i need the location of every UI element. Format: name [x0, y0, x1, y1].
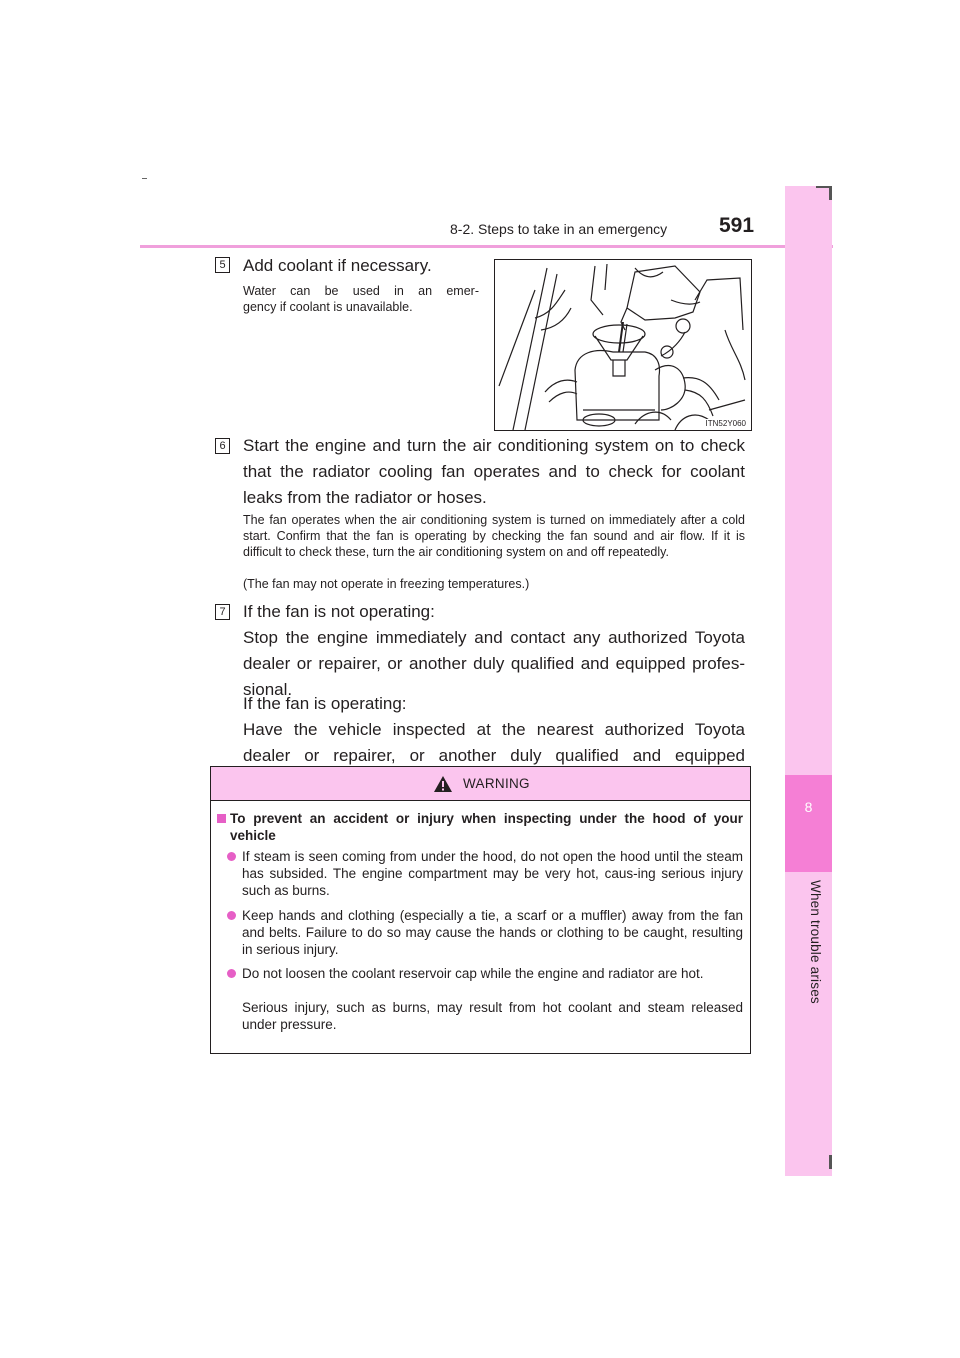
chapter-title: When trouble arises — [808, 880, 823, 1004]
bullet-dot-icon — [227, 911, 236, 920]
heading-square-icon — [217, 814, 226, 823]
bullet-dot-icon — [227, 852, 236, 861]
side-tab-band — [785, 186, 832, 1176]
warning-box — [210, 766, 751, 1054]
warning-header — [211, 767, 750, 801]
step-number: 7 — [215, 604, 230, 620]
step-7-action-2: Have the vehicle inspected at the nearest authorized Toyota dealer or repairer, or another duly qualified and equipped — [243, 720, 745, 765]
illustration-code: ITN52Y060 — [705, 419, 746, 428]
crop-mark — [816, 186, 832, 188]
step-number: 6 — [215, 438, 230, 454]
warning-bullet: Keep hands and clothing (especially a tie, a scarf or a muffler) away from the fan and belts. Failure to do so may cause the hands or clothing to be caught, resulting in serious injury. — [242, 908, 743, 957]
page-number: 591 — [719, 214, 755, 237]
crop-mark — [142, 178, 147, 179]
engine-bay-drawing — [495, 260, 751, 430]
header-rule — [140, 245, 833, 248]
step-5-note-line: gency if coolant is unavailable. — [243, 300, 413, 314]
warning-title: WARNING — [463, 776, 530, 791]
warning-heading: To prevent an accident or injury when inspecting under the hood of your vehicle — [230, 811, 743, 843]
crop-mark — [829, 186, 832, 200]
warning-bullet: If steam is seen coming from under the hood, do not open the hood until the steam has subsided. The engine compartment may be very hot, caus-ing serious injury such as burns. — [242, 849, 743, 898]
section-title: 8-2. Steps to take in an emergency — [450, 221, 668, 237]
chapter-number: 8 — [804, 799, 813, 815]
warning-triangle-icon — [433, 775, 453, 793]
chapter-tab — [785, 775, 832, 872]
step-7-action-1: Stop the engine immediately and contact any authorized Toyota dealer or repairer, or another duly qualified and equipped profes-sional. — [243, 628, 745, 699]
crop-mark — [829, 1155, 832, 1169]
step-6-note: The fan operates when the air conditioning system is turned on immediately after a cold start. Confirm that the fan is operating by checking the fan sound and air flow. If it is difficult to check these, turn the air conditioning system on and off repeatedly. — [243, 513, 745, 559]
step-7-condition-2: If the fan is operating: — [243, 694, 407, 713]
step-6-text: Start the engine and turn the air conditioning system on to check that the radiator cooling fan operates and to check for coolant leaks from the radiator or hoses. — [243, 436, 745, 507]
step-5-note-line: Water can be used in an emer- — [243, 284, 479, 298]
step-6-note-2: (The fan may not operate in freezing temperatures.) — [243, 577, 530, 591]
warning-bullet: Do not loosen the coolant reservoir cap while the engine and radiator are hot. — [242, 966, 704, 981]
bullet-dot-icon — [227, 969, 236, 978]
step-number: 5 — [215, 257, 230, 273]
step-5-note — [243, 283, 479, 315]
coolant-illustration — [494, 259, 752, 431]
step-7-condition-1: If the fan is not operating: — [243, 602, 435, 621]
step-5-text: Add coolant if necessary. — [243, 256, 432, 275]
warning-bullet-continuation: Serious injury, such as burns, may result from hot coolant and steam released under pressure. — [242, 1000, 743, 1032]
